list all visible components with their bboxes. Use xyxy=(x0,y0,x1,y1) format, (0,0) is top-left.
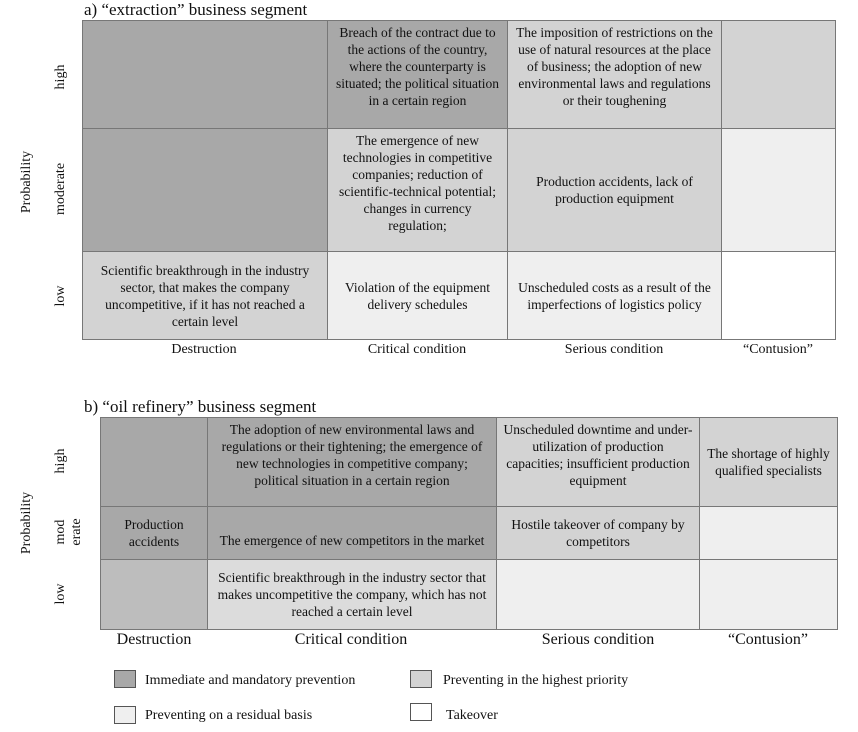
b-cell-high-critical: The adoption of new environmental laws and regulations or their tightening; the emergence of new technologies in competitive company; political situation in a certain region xyxy=(208,418,497,507)
legend-swatch-immediate xyxy=(114,670,136,688)
b-col-serious: Serious condition xyxy=(541,631,655,648)
a-cell-low-serious: Unscheduled costs as a result of the imperfections of logistics policy xyxy=(508,252,722,340)
a-col-destruction: Destruction xyxy=(171,342,237,357)
a-cell-low-critical: Violation of the equipment delivery schedules xyxy=(328,252,508,340)
a-cell-low-destruction: Scientific breakthrough in the industry sector, that makes the company uncompetitive, if it has not reached a certain level xyxy=(83,252,328,340)
panel-b-row-low: low xyxy=(53,583,68,605)
legend-label-residual: Preventing on a residual basis xyxy=(145,708,313,723)
a-cell-moderate-serious: Production accidents, lack of production equipment xyxy=(508,129,722,252)
legend-label-takeover: Takeover xyxy=(446,708,498,723)
b-cell-high-contusion: The shortage of highly qualified specialists xyxy=(700,418,838,507)
b-cell-high-destruction xyxy=(101,418,208,507)
a-cell-high-critical: Breach of the contract due to the actions of the country, where the counterparty is situated; the political situation in a certain region xyxy=(328,21,508,129)
b-cell-moderate-serious: Hostile takeover of company by competitors xyxy=(497,507,700,560)
a-col-critical: Critical condition xyxy=(367,342,467,357)
a-cell-low-contusion xyxy=(722,252,836,340)
a-col-contusion: “Contusion” xyxy=(743,342,813,357)
b-col-contusion: “Contusion” xyxy=(728,631,808,648)
b-cell-low-critical: Scientific breakthrough in the industry sector that makes uncompetitive the company, which has not reached a certain level xyxy=(208,560,497,630)
legend-label-highest-priority: Preventing in the highest priority xyxy=(443,673,629,688)
panel-b-probability-label: Probability xyxy=(19,491,34,555)
a-cell-high-serious: The imposition of restrictions on the use of natural resources at the place of business; the adoption of new environmental laws and regulations or their toughening xyxy=(508,21,722,129)
b-cell-moderate-critical: The emergence of new competitors in the market xyxy=(208,507,497,560)
b-cell-low-serious xyxy=(497,560,700,630)
panel-b-row-high: high xyxy=(53,448,68,474)
panel-a-probability-label: Probability xyxy=(19,150,34,214)
b-col-critical: Critical condition xyxy=(294,631,408,648)
panel-a-matrix xyxy=(82,20,836,340)
a-cell-high-contusion xyxy=(722,21,836,129)
panel-b-matrix xyxy=(100,417,838,630)
b-cell-moderate-destruction: Production accidents xyxy=(101,507,208,560)
b-cell-low-contusion xyxy=(700,560,838,630)
panel-a-row-moderate: moderate xyxy=(53,162,68,216)
panel-a-row-high: high xyxy=(53,64,68,90)
a-cell-moderate-destruction xyxy=(83,129,328,252)
b-cell-moderate-contusion xyxy=(700,507,838,560)
b-cell-low-destruction xyxy=(101,560,208,630)
panel-a-title: a) “extraction” business segment xyxy=(84,0,308,19)
legend-swatch-takeover xyxy=(410,703,432,721)
panel-b-row-moderate: mod erate xyxy=(53,518,84,546)
legend-swatch-residual xyxy=(114,706,136,724)
a-cell-high-destruction xyxy=(83,21,328,129)
b-col-destruction: Destruction xyxy=(116,631,192,648)
a-cell-moderate-critical: The emergence of new technologies in competitive companies; reduction of scientific-technical potential; changes in currency regulation; xyxy=(328,129,508,252)
a-cell-moderate-contusion xyxy=(722,129,836,252)
panel-a-row-low: low xyxy=(53,285,68,307)
legend-swatch-highest-priority xyxy=(410,670,432,688)
a-col-serious: Serious condition xyxy=(564,342,664,357)
b-cell-high-serious: Unscheduled downtime and under-utilization of production capacities; insufficient production equipment xyxy=(497,418,700,507)
panel-b-title: b) “oil refinery” business segment xyxy=(84,397,317,416)
legend-label-immediate: Immediate and mandatory prevention xyxy=(145,673,356,688)
